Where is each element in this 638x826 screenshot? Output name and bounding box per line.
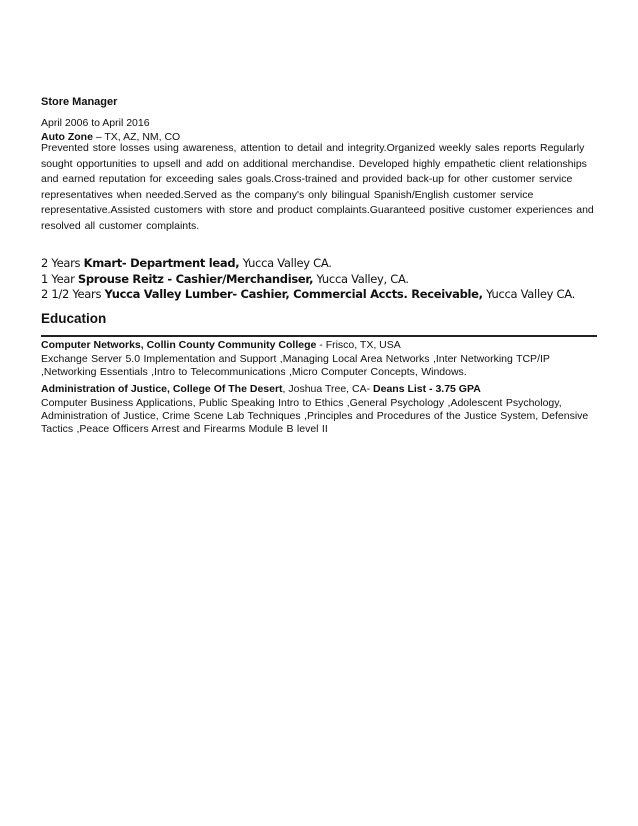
job-dates: April 2006 to April 2016 bbox=[41, 117, 150, 129]
education-entry bbox=[41, 339, 601, 379]
education-heading: Education bbox=[41, 311, 107, 326]
education-program: Computer Networks, Collin County Community College bbox=[41, 339, 317, 351]
job-title: Store Manager bbox=[41, 96, 118, 108]
education-courses: Exchange Server 5.0 Implementation and Support ,Managing Local Area Networks ,Inter Networking TCP/IP ,Networking Essentials ,Intro to Telecommunications ,Micro Computer Concepts, Windows. bbox=[41, 353, 550, 378]
company-location: – TX, AZ, NM, CO bbox=[92, 131, 181, 143]
history-place: Yucca Valley, CA. bbox=[313, 271, 409, 286]
history-place: Yucca Valley CA. bbox=[239, 256, 332, 270]
company-name: Auto Zone bbox=[41, 131, 93, 143]
history-years: 2 1/2 Years bbox=[41, 287, 105, 301]
education-program: Administration of Justice, College Of The Desert bbox=[41, 383, 283, 395]
history-role: Kmart- Department lead, bbox=[83, 256, 240, 270]
job-description: Prevented store losses using awareness, attention to detail and integrity.Organized weekly sales reports Regularly sought opportunities to upsell and add on additional merchandise. Developed highly empathetic client relationships and earned reputation for exceeding sales goals.Cross-trained and provided back-up for other customer service representatives when needed.Served as the company's only bilingual Spanish/English customer service representative.Assisted customers with store and product complaints.Guaranteed positive customer experiences and resolved all customer complaints. bbox=[41, 142, 594, 232]
history-place: Yucca Valley CA. bbox=[482, 287, 575, 301]
history-role: Sprouse Reitz - Cashier/Merchandiser, bbox=[77, 271, 314, 286]
education-courses: Computer Business Applications, Public Speaking Intro to Ethics ,General Psychology ,Adolescent Psychology, Administration of Justice, Crime Scene Lab Techniques ,Principles and Procedures of the Justice System, Defensive Tactics ,Peace Officers Arrest and Firearms Module B level II bbox=[41, 397, 589, 435]
history-role: Yucca Valley Lumber- Cashier, Commercial Accts. Receivable, bbox=[104, 287, 483, 301]
education-title bbox=[41, 339, 601, 352]
history-years: 1 Year bbox=[41, 271, 78, 286]
education-location: - Frisco, TX, USA bbox=[316, 339, 401, 351]
education-honors: Deans List - 3.75 GPA bbox=[373, 383, 481, 395]
history-item bbox=[41, 256, 601, 272]
education-title bbox=[41, 383, 601, 396]
education-divider bbox=[41, 335, 597, 337]
employment-history bbox=[41, 256, 601, 303]
history-item bbox=[41, 272, 601, 288]
history-item bbox=[41, 287, 601, 303]
education-entry bbox=[41, 383, 601, 436]
history-years: 2 Years bbox=[41, 256, 84, 270]
education-location: , Joshua Tree, CA- bbox=[282, 383, 374, 395]
